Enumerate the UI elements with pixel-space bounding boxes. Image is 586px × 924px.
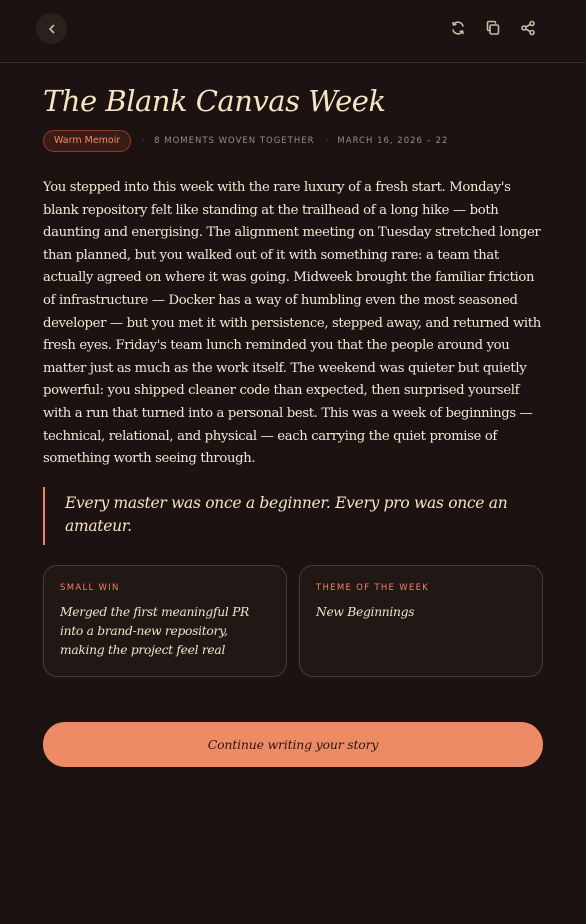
continue-writing-button[interactable]: Continue writing your story <box>43 722 543 767</box>
copy-button[interactable] <box>483 18 503 38</box>
top-actions <box>448 18 538 38</box>
theme-text: New Beginnings <box>316 605 415 619</box>
story-meta <box>43 130 448 152</box>
theme-card <box>299 565 543 677</box>
small-win-label: SMALL WIN <box>60 583 120 593</box>
date-range: MARCH 16, 2026 – 22 <box>337 136 449 146</box>
small-win-text: Merged the first meaningful PR into a brand-new repository, making the project feel real <box>60 605 250 657</box>
quote-text: Every master was once a beginner. Every pro was once an amateur. <box>65 494 508 535</box>
share-icon <box>520 20 536 36</box>
copy-icon <box>485 20 501 36</box>
story-title: The Blank Canvas Week <box>43 84 386 118</box>
style-badge: Warm Memoir <box>43 130 131 152</box>
chevron-left-icon <box>46 23 58 35</box>
share-button[interactable] <box>518 18 538 38</box>
meta-separator: · <box>142 136 146 146</box>
story-quote <box>43 487 545 545</box>
back-button[interactable] <box>36 13 67 44</box>
story-body: You stepped into this week with the rare luxury of a fresh start. Monday's blank repository felt like standing at the trailhead of a long hike — both daunting and energising. The alignment meeting on Tuesday stretched longer than planned, but you walked out of it with something rare: a team that actually agreed on where it was going. Midweek brought the familiar friction of infrastructure — Docker has a way of humbling even the most seasoned developer — but you met it with persistence, stepped away, and returned with fresh eyes. Friday's team lunch reminded you that the people around you matter just as much as the work itself. The weekend was quieter but quietly powerful: you shipped cleaner code than expected, then surprised yourself with a run that turned into a personal best. This was a week of beginnings — technical, relational, and physical — each carrying the quiet promise of something worth seeing through. <box>43 180 541 467</box>
moments-count: 8 MOMENTS WOVEN TOGETHER <box>154 136 315 146</box>
top-bar <box>0 0 586 63</box>
meta-separator: · <box>325 136 329 146</box>
refresh-icon <box>450 20 466 36</box>
refresh-button[interactable] <box>448 18 468 38</box>
small-win-card <box>43 565 287 677</box>
theme-label: THEME OF THE WEEK <box>316 583 430 593</box>
